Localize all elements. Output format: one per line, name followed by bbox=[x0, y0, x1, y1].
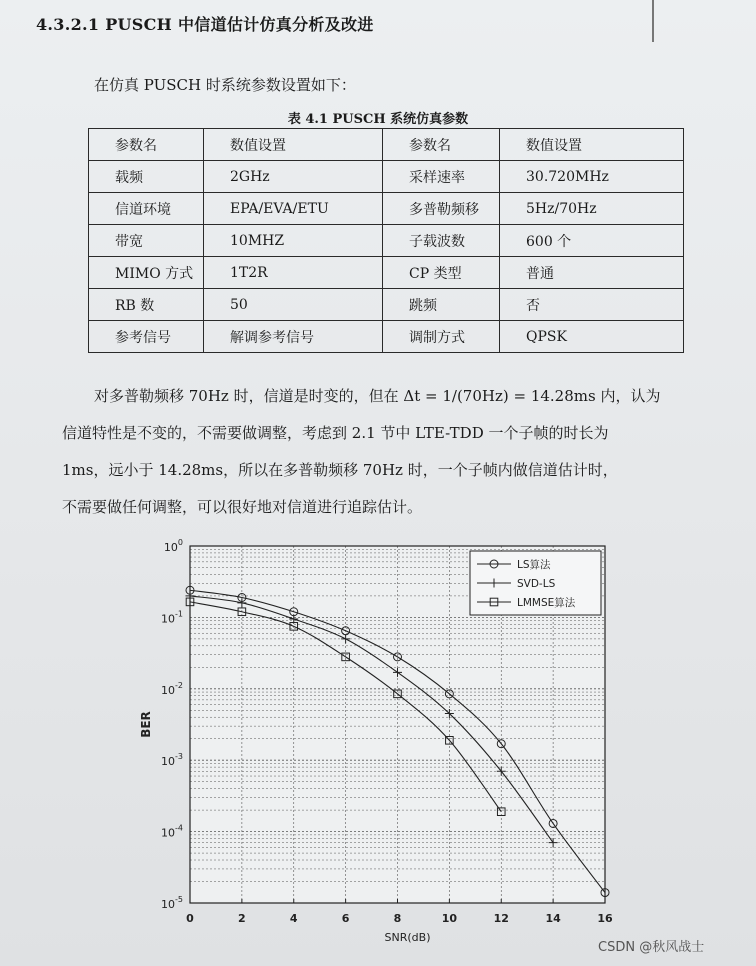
table-cell: EPA/EVA/ETU bbox=[204, 193, 383, 225]
paragraph-line: 对多普勒频移 70Hz 时，信道是时变的，但在 Δt = 1/(70Hz) = 14.28ms 内，认为 bbox=[94, 387, 661, 405]
table-cell: 参考信号 bbox=[89, 321, 204, 353]
paragraph-line: 1ms，远小于 14.28ms，所以在多普勒频移 70Hz 时，一个子帧内做信道估计时， bbox=[62, 461, 618, 479]
paragraph-line: 不需要做任何调整，可以很好地对信道进行追踪估计。 bbox=[62, 498, 423, 516]
y-tick-label: $10^0$ bbox=[163, 538, 183, 554]
x-tick-label: 2 bbox=[238, 912, 246, 925]
x-tick-label: 8 bbox=[393, 912, 402, 925]
x-tick-label: 12 bbox=[493, 912, 509, 925]
watermark: CSDN @秋风战士 bbox=[598, 940, 705, 955]
table-cell: 采样速率 bbox=[383, 161, 500, 193]
table-header-cell: 参数名 bbox=[89, 129, 204, 161]
table-cell: 信道环境 bbox=[89, 193, 204, 225]
table-cell: QPSK bbox=[500, 321, 684, 353]
table-cell: 带宽 bbox=[89, 225, 204, 257]
table-header-cell: 数值设置 bbox=[500, 129, 684, 161]
y-tick-label: $10^{-2}$ bbox=[161, 680, 183, 697]
table-cell: 调制方式 bbox=[383, 321, 500, 353]
x-tick-label: 6 bbox=[341, 912, 350, 925]
intro-text: 在仿真 PUSCH 时系统参数设置如下： bbox=[94, 76, 356, 94]
x-tick-label: 16 bbox=[597, 912, 613, 925]
table-header-cell: 参数名 bbox=[383, 129, 500, 161]
table-cell: 普通 bbox=[500, 257, 684, 289]
y-tick-label: $10^{-5}$ bbox=[161, 895, 183, 911]
table-cell: 否 bbox=[500, 289, 684, 321]
table-cell: 子载波数 bbox=[383, 225, 500, 257]
table-cell: 600 个 bbox=[500, 225, 684, 257]
y-tick-label: $10^{-1}$ bbox=[161, 609, 183, 626]
legend-label: LMMSE算法 bbox=[517, 597, 576, 609]
table-cell: 解调参考信号 bbox=[204, 321, 383, 353]
x-tick-label: 4 bbox=[289, 912, 298, 925]
table-caption: 表 4.1 PUSCH 系统仿真参数 bbox=[287, 112, 469, 127]
table-cell: RB 数 bbox=[89, 289, 204, 321]
table-cell: 跳频 bbox=[383, 289, 500, 321]
legend-label: LS算法 bbox=[517, 559, 551, 571]
x-tick-label: 0 bbox=[186, 912, 194, 925]
table-cell: 2GHz bbox=[204, 161, 383, 193]
y-tick-label: $10^{-3}$ bbox=[161, 752, 183, 769]
table-cell: 多普勒频移 bbox=[383, 193, 500, 225]
section-heading: 4.3.2.1 PUSCH 中信道估计仿真分析及改进 bbox=[36, 15, 374, 34]
x-tick-label: 14 bbox=[545, 912, 561, 925]
x-tick-label: 10 bbox=[441, 912, 458, 925]
table-cell: 10MHZ bbox=[204, 225, 383, 257]
table-header-cell: 数值设置 bbox=[204, 129, 383, 161]
table-cell: 1T2R bbox=[204, 257, 383, 289]
table-cell: 5Hz/70Hz bbox=[500, 193, 684, 225]
table-cell: MIMO 方式 bbox=[89, 257, 204, 289]
table-cell: 30.720MHz bbox=[500, 161, 684, 193]
table-cell: 50 bbox=[204, 289, 383, 321]
x-axis-label: SNR(dB) bbox=[384, 931, 431, 944]
legend-label: SVD-LS bbox=[517, 578, 556, 590]
table-cell: CP 类型 bbox=[383, 257, 500, 289]
table-cell: 载频 bbox=[89, 161, 204, 193]
y-tick-label: $10^{-4}$ bbox=[161, 823, 183, 840]
y-axis-label: BER bbox=[139, 711, 153, 738]
paragraph-line: 信道特性是不变的，不需要做调整，考虑到 2.1 节中 LTE-TDD 一个子帧的时长为 bbox=[62, 424, 609, 442]
